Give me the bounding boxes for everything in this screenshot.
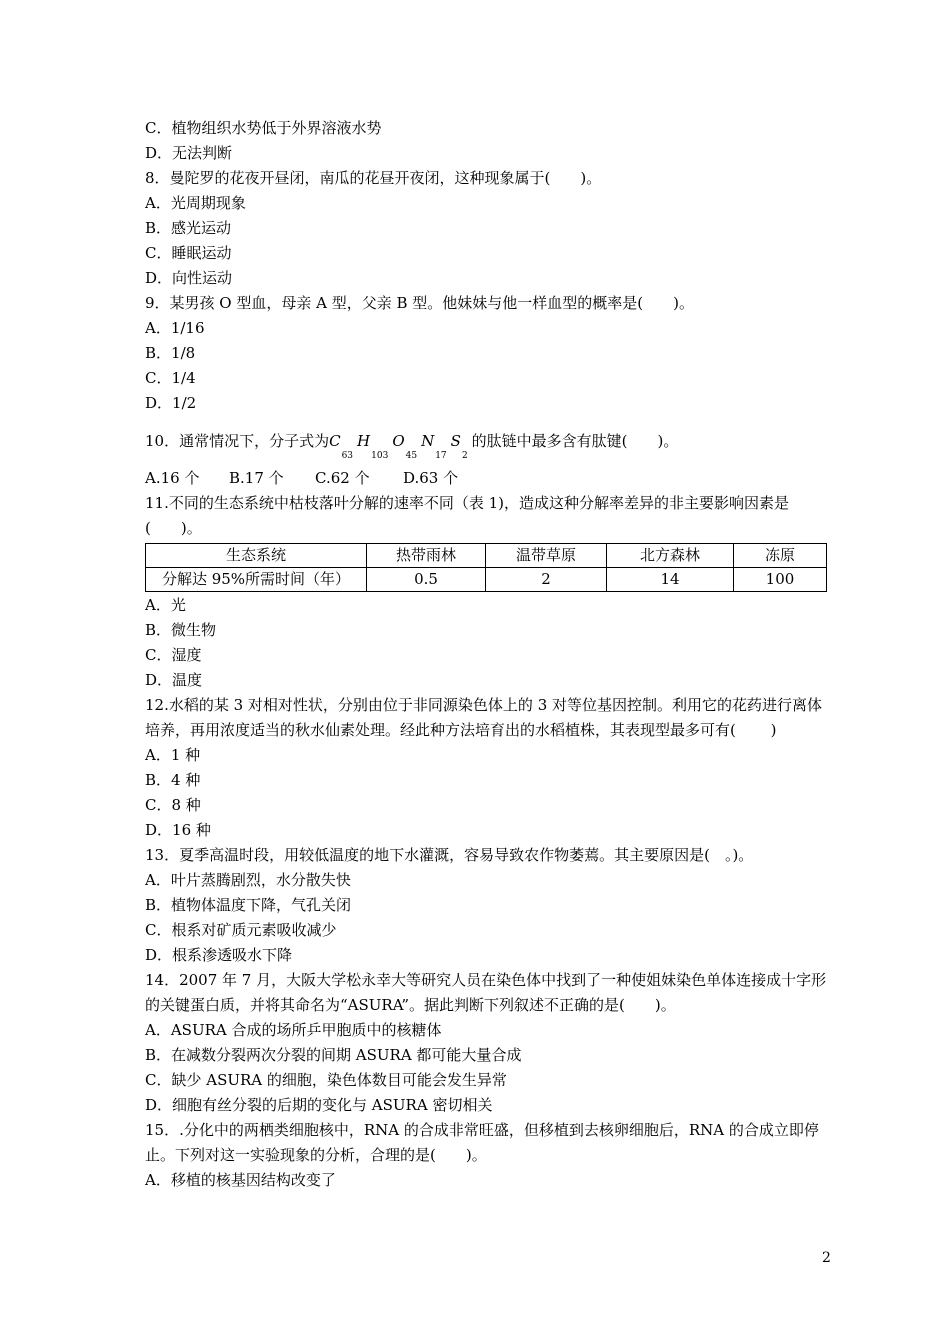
question-10-suffix: 的肽链中最多含有肽键( )。 [471,432,679,450]
table-header-cell: 热带雨林 [367,544,486,568]
table-cell: 14 [607,568,734,592]
formula-element: H [357,432,371,450]
option: C.62 个 [315,469,370,487]
table-header-cell: 生态系统 [146,544,367,568]
formula-subscript: 17 [435,451,447,461]
table-cell: 0.5 [367,568,486,592]
question-10-stem [145,428,835,466]
option-line: B．植物体温度下降，气孔关闭 [145,896,352,914]
page-content [145,116,835,1193]
question-8-stem: 8．曼陀罗的花夜开昼闭，南瓜的花昼开夜闭，这种现象属于( )。 [145,169,602,187]
option-line: B．4 种 [145,771,201,789]
table-cell: 分解达 95%所需时间（年） [146,568,367,592]
formula-element: O [392,432,405,450]
option-line: C．1/4 [145,369,196,387]
option-line: C．睡眠运动 [145,244,232,262]
decomposition-table [145,543,827,592]
table-header-cell: 北方森林 [607,544,734,568]
table-header-row [146,544,827,568]
formula-element: S [450,432,461,450]
formula-subscript: 63 [341,451,354,461]
question-12-stem: 12.水稻的某 3 对相对性状，分别由位于非同源染色体上的 3 对等位基因控制。利用它的花药进行离体培养，再用浓度适当的秋水仙素处理。经此种方法培育出的水稻植株，其表现型最多可有( ) [145,696,823,739]
formula-subscript: 2 [461,451,468,461]
option: A.16 个 [145,469,200,487]
option-line: C．8 种 [145,796,201,814]
table-header-cell: 冻原 [734,544,827,568]
table-cell: 2 [486,568,607,592]
option-line: A．叶片蒸腾剧烈，水分散失快 [145,871,351,889]
option-line: B．在减数分裂两次分裂的间期 ASURA 都可能大量合成 [145,1046,522,1064]
option-line: C．缺少 ASURA 的细胞，染色体数目可能会发生异常 [145,1071,507,1089]
option-line: D．1/2 [145,394,197,412]
option-line: D．细胞有丝分裂的后期的变化与 ASURA 密切相关 [145,1096,493,1114]
option-line: A．移植的核基因结构改变了 [145,1171,336,1189]
question-13-stem: 13．夏季高温时段，用较低温度的地下水灌溉，容易导致农作物萎蔫。其主要原因是( 。)。 [145,846,754,864]
option-line: D．温度 [145,671,203,689]
question-9-stem: 9．某男孩 O 型血，母亲 A 型，父亲 B 型。他妹妹与他一样血型的概率是( )。 [145,294,695,312]
option-line: D．无法判断 [145,144,233,162]
option-line: D．向性运动 [145,269,233,287]
option-line: C．湿度 [145,646,202,664]
formula-element: C [329,432,341,450]
question-11-stem: 11.不同的生态系统中枯枝落叶分解的速率不同（表 1)，造成这种分解率差异的非主要影响因素是( )。 [145,494,790,537]
option-line: A．光周期现象 [145,194,246,212]
option-line: A．1 种 [145,746,201,764]
question-14-stem: 14．2007 年 7 月，大阪大学松永幸大等研究人员在染色体中找到了一种使姐妹染色单体连接成十字形的关键蛋白质，并将其命名为“ASURA”。据此判断下列叙述不正确的是( )。 [145,971,827,1014]
option-line: A．ASURA 合成的场所乒甲胞质中的核糖体 [145,1021,442,1039]
table-row [146,568,827,592]
option-line: B．1/8 [145,344,196,362]
option-line: D．16 种 [145,821,211,839]
option-line: C．根系对矿质元素吸收减少 [145,921,337,939]
option-line: B．感光运动 [145,219,232,237]
option-line: A．1/16 [145,319,205,337]
option-line: A．光 [145,596,186,614]
question-10-prefix: 10．通常情况下，分子式为 [145,432,330,450]
option-line: D．根系渗透吸水下降 [145,946,293,964]
question-15-stem: 15．.分化中的两栖类细胞核中，RNA 的合成非常旺盛，但移植到去核卵细胞后，RNA 的合成立即停止。下列对这一实验现象的分析，合理的是( )。 [145,1121,819,1164]
formula-subscript: 45 [405,451,418,461]
question-10-options [145,466,835,491]
table-cell: 100 [734,568,827,592]
option-line: C．植物组织水势低于外界溶液水势 [145,119,382,137]
formula-element: N [421,432,435,450]
option: D.63 个 [403,469,459,487]
table-header-cell: 温带草原 [486,544,607,568]
option: B.17 个 [229,469,284,487]
page-number: 2 [822,1250,831,1266]
formula-subscript: 103 [371,451,389,461]
option-line: B．微生物 [145,621,217,639]
